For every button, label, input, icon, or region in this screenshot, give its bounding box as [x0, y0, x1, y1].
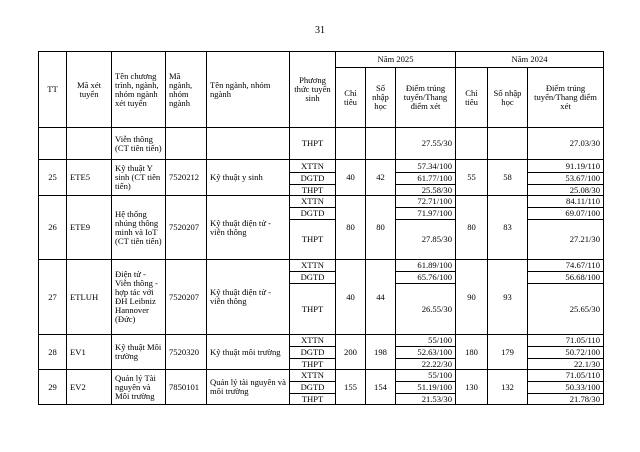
- cell-score-2025: 57.34/100: [396, 160, 456, 173]
- cell-program: Viễn thông (CT tiên tiến): [112, 128, 166, 160]
- cell-method: THPT: [290, 128, 336, 160]
- cell-score-2024: 74.67/110: [528, 260, 604, 272]
- cell-score-2024: 56.68/100: [528, 272, 604, 284]
- col-ten-nganh: Tên ngành, nhóm ngành: [207, 52, 290, 128]
- cell-score-2025: 22.22/30: [396, 359, 456, 370]
- cell-score-2024: 91.19/110: [528, 160, 604, 173]
- cell-score-2025: 55/100: [396, 370, 456, 382]
- table-row: [39, 260, 604, 272]
- cell-major-name: Quản lý tài nguyên và môi trường: [207, 370, 290, 405]
- cell-tt: [39, 128, 67, 160]
- col-chi-tieu-2025: Chỉ tiêu: [336, 68, 366, 128]
- col-diem-2025: Điểm trúng tuyển/Thang điểm xét: [396, 68, 456, 128]
- col-phuong-thuc: Phương thức tuyển sinh: [290, 52, 336, 128]
- cell-major-code: 7520207: [166, 196, 207, 260]
- cell-major-code: [166, 128, 207, 160]
- cell-tt: 26: [39, 196, 67, 260]
- cell-program: Hệ thống nhúng thông minh và IoT (CT tiên tiến): [112, 196, 166, 260]
- cell-score-2025: 72.71/100: [396, 196, 456, 208]
- cell-major-name: Kỹ thuật điện tử - viễn thông: [207, 196, 290, 260]
- cell-nhap-hoc-2025: 154: [366, 370, 396, 405]
- cell-method: DGTD: [290, 173, 336, 185]
- cell-major-code: 7850101: [166, 370, 207, 405]
- cell-nhap-hoc-2025: [366, 128, 396, 160]
- cell-score-2024: 50.72/100: [528, 347, 604, 359]
- cell-score-2024: 27.03/30: [528, 128, 604, 160]
- cell-score-2025: 25.58/30: [396, 185, 456, 196]
- cell-method: THPT: [290, 185, 336, 196]
- cell-chi-tieu-2024: 80: [456, 196, 488, 260]
- cell-score-2024: 71.05/110: [528, 370, 604, 382]
- cell-method: THPT: [290, 359, 336, 370]
- cell-score-2024: 27.21/30: [528, 220, 604, 260]
- cell-score-2024: 53.67/100: [528, 173, 604, 185]
- cell-program: Điện tử - Viễn thông - hợp tác với ĐH Leibniz Hannover (Đức): [112, 260, 166, 335]
- col-chi-tieu-2024: Chỉ tiêu: [456, 68, 488, 128]
- cell-major-name: [207, 128, 290, 160]
- cell-method: XTTN: [290, 370, 336, 382]
- page-number: 31: [315, 25, 325, 36]
- table-row: [39, 370, 604, 382]
- cell-score-2024: 25.08/30: [528, 185, 604, 196]
- table-row: [39, 128, 604, 160]
- cell-nhap-hoc-2025: 80: [366, 196, 396, 260]
- cell-score-2024: 21.78/30: [528, 394, 604, 405]
- cell-nhap-hoc-2024: 83: [488, 196, 528, 260]
- cell-nhap-hoc-2024: 179: [488, 335, 528, 370]
- col-ma-nganh: Mã ngành, nhóm ngành: [166, 52, 207, 128]
- cell-major-code: 7520212: [166, 160, 207, 196]
- cell-tt: 28: [39, 335, 67, 370]
- cell-method: DGTD: [290, 382, 336, 394]
- cell-method: XTTN: [290, 260, 336, 272]
- col-tt: TT: [39, 52, 67, 128]
- cell-nhap-hoc-2024: 132: [488, 370, 528, 405]
- cell-method: THPT: [290, 284, 336, 335]
- table-row: [39, 160, 604, 173]
- cell-code: [67, 128, 112, 160]
- cell-method: THPT: [290, 394, 336, 405]
- col-diem-2024: Điểm trúng tuyển/Thang điểm xét: [528, 68, 604, 128]
- cell-method: XTTN: [290, 160, 336, 173]
- cell-score-2025: 52.63/100: [396, 347, 456, 359]
- cell-score-2024: 84.11/110: [528, 196, 604, 208]
- cell-major-code: 7520320: [166, 335, 207, 370]
- cell-code: ETE5: [67, 160, 112, 196]
- cell-nhap-hoc-2025: 42: [366, 160, 396, 196]
- cell-chi-tieu-2024: 90: [456, 260, 488, 335]
- cell-nhap-hoc-2025: 198: [366, 335, 396, 370]
- cell-score-2024: 69.07/100: [528, 208, 604, 220]
- cell-score-2025: 51.19/100: [396, 382, 456, 394]
- cell-tt: 29: [39, 370, 67, 405]
- cell-score-2025: 55/100: [396, 335, 456, 347]
- cell-method: XTTN: [290, 335, 336, 347]
- cell-nhap-hoc-2025: 44: [366, 260, 396, 335]
- cell-chi-tieu-2025: [336, 128, 366, 160]
- cell-tt: 27: [39, 260, 67, 335]
- cell-chi-tieu-2025: 40: [336, 160, 366, 196]
- table-row: [39, 196, 604, 208]
- cell-method: THPT: [290, 220, 336, 260]
- cell-score-2024: 71.05/110: [528, 335, 604, 347]
- cell-code: ETLUH: [67, 260, 112, 335]
- cell-score-2025: 27.55/30: [396, 128, 456, 160]
- cell-chi-tieu-2024: [456, 128, 488, 160]
- cell-chi-tieu-2024: 180: [456, 335, 488, 370]
- cell-nhap-hoc-2024: 93: [488, 260, 528, 335]
- cell-score-2025: 27.85/30: [396, 220, 456, 260]
- cell-major-code: 7520207: [166, 260, 207, 335]
- cell-code: ETE9: [67, 196, 112, 260]
- cell-score-2025: 71.97/100: [396, 208, 456, 220]
- cell-chi-tieu-2025: 200: [336, 335, 366, 370]
- cell-major-name: Kỹ thuật y sinh: [207, 160, 290, 196]
- cell-nhap-hoc-2024: 58: [488, 160, 528, 196]
- cell-program: Kỹ thuật Môi trường: [112, 335, 166, 370]
- cell-method: XTTN: [290, 196, 336, 208]
- col-ten-chuong-trinh: Tên chương trình, ngành, nhóm ngành xét tuyển: [112, 52, 166, 128]
- cell-tt: 25: [39, 160, 67, 196]
- cell-score-2024: 25.65/30: [528, 284, 604, 335]
- cell-score-2025: 61.77/100: [396, 173, 456, 185]
- cell-chi-tieu-2024: 130: [456, 370, 488, 405]
- table-row: [39, 335, 604, 347]
- col-nam-2024: Năm 2024: [456, 52, 604, 68]
- col-so-nhap-hoc-2024: Số nhập học: [488, 68, 528, 128]
- cell-score-2024: 22.1/30: [528, 359, 604, 370]
- cell-chi-tieu-2025: 155: [336, 370, 366, 405]
- cell-score-2025: 65.76/100: [396, 272, 456, 284]
- cell-code: EV1: [67, 335, 112, 370]
- cell-major-name: Kỹ thuật điện tử - viễn thông: [207, 260, 290, 335]
- admission-table: [38, 51, 604, 405]
- col-ma-xet-tuyen: Mã xét tuyển: [67, 52, 112, 128]
- col-so-nhap-hoc-2025: Số nhập học: [366, 68, 396, 128]
- cell-method: DGTD: [290, 208, 336, 220]
- col-nam-2025: Năm 2025: [336, 52, 456, 68]
- cell-score-2025: 61.89/100: [396, 260, 456, 272]
- cell-chi-tieu-2024: 55: [456, 160, 488, 196]
- cell-code: EV2: [67, 370, 112, 405]
- cell-program: Kỹ thuật Y sinh (CT tiên tiến): [112, 160, 166, 196]
- cell-method: DGTD: [290, 347, 336, 359]
- cell-major-name: Kỹ thuật môi trường: [207, 335, 290, 370]
- cell-score-2024: 50.33/100: [528, 382, 604, 394]
- cell-score-2025: 26.55/30: [396, 284, 456, 335]
- cell-chi-tieu-2025: 40: [336, 260, 366, 335]
- cell-program: Quản lý Tài nguyên và Môi trường: [112, 370, 166, 405]
- cell-nhap-hoc-2024: [488, 128, 528, 160]
- cell-score-2025: 21.53/30: [396, 394, 456, 405]
- cell-method: DGTD: [290, 272, 336, 284]
- cell-chi-tieu-2025: 80: [336, 196, 366, 260]
